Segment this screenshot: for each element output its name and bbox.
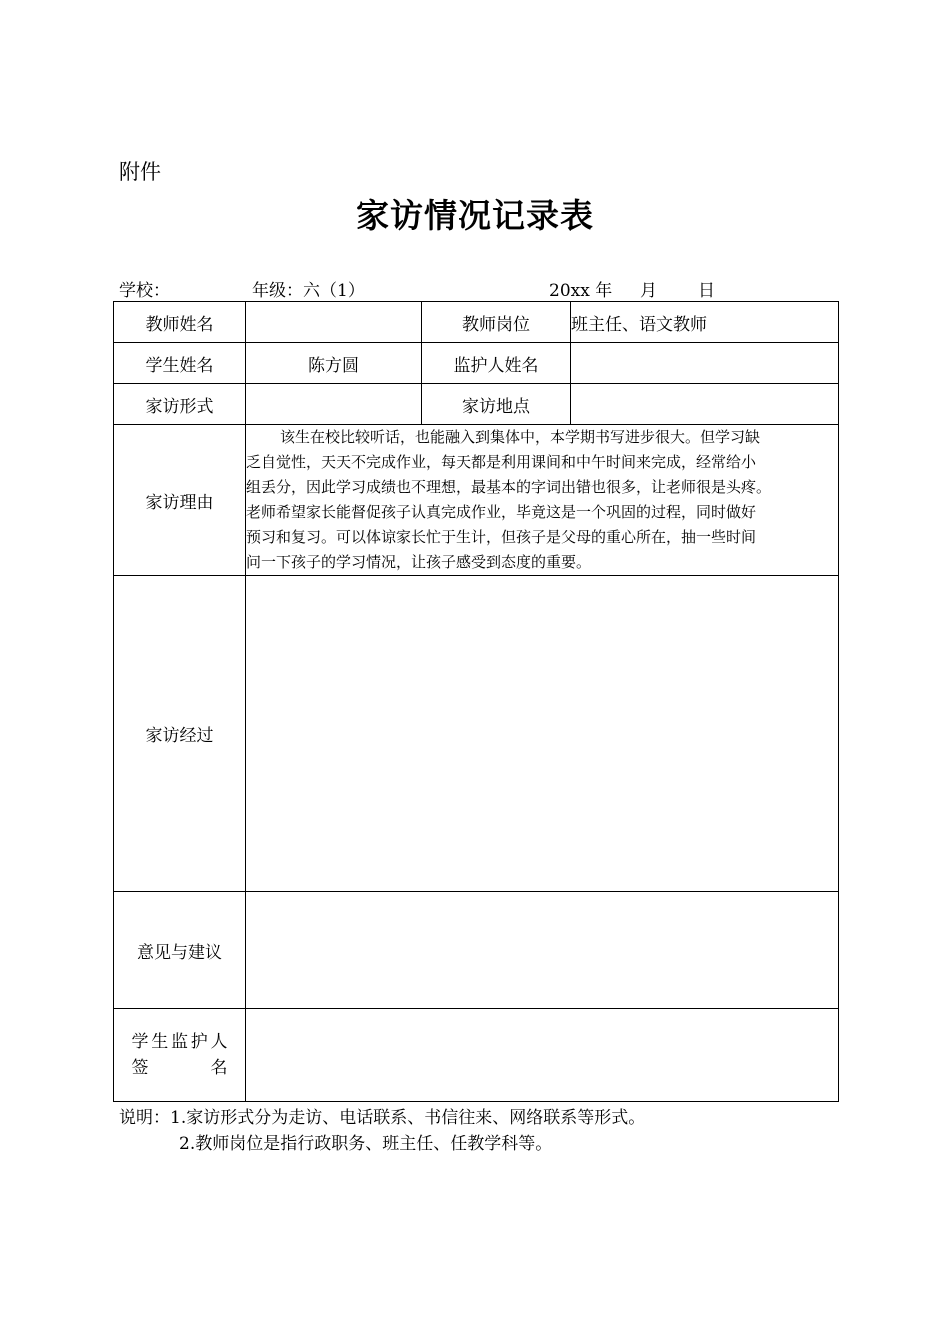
visit-form-field[interactable] <box>246 384 422 425</box>
visit-place-field[interactable] <box>571 384 839 425</box>
attachment-label: 附件 <box>119 160 161 184</box>
form-row-student <box>114 343 839 384</box>
reason-line: 乏自觉性，天天不完成作业，每天都是利用课间和中午时间来完成，经常给小 <box>246 453 757 471</box>
form-row-teacher <box>114 302 839 343</box>
notes <box>119 1105 645 1157</box>
guardian-name-field[interactable] <box>571 343 839 384</box>
process-label: 家访经过 <box>114 576 246 892</box>
form-row-visit <box>114 384 839 425</box>
reason-line: 组丢分，因此学习成绩也不理想，最基本的字词出错也很多，让老师很是头疼。 <box>246 478 772 496</box>
note-line-2: 2.教师岗位是指行政职务、班主任、任教学科等。 <box>179 1134 553 1154</box>
student-name-label: 学生姓名 <box>114 343 246 384</box>
visit-form-label: 家访形式 <box>114 384 246 425</box>
signature-label-line2: 签名 <box>131 1058 228 1078</box>
form-row-suggestion <box>114 892 839 1009</box>
teacher-name-field[interactable] <box>246 302 422 343</box>
reason-line: 该生在校比较听话，也能融入到集体中，本学期书写进步很大。但学习缺 <box>280 428 761 446</box>
teacher-post-field[interactable]: 班主任、语文教师 <box>571 302 839 343</box>
guardian-name-label: 监护人姓名 <box>422 343 571 384</box>
teacher-post-label: 教师岗位 <box>422 302 571 343</box>
signature-label-line1: 学生监护人 <box>131 1032 228 1052</box>
grade-label: 年级：六（1） <box>252 281 365 301</box>
reason-line: 预习和复习。可以体谅家长忙于生计，但孩子是父母的重心所在，抽一些时间 <box>246 528 757 546</box>
day-label: 日 <box>698 281 715 301</box>
student-name-field[interactable]: 陈方圆 <box>246 343 422 384</box>
suggestion-label: 意见与建议 <box>114 892 246 1009</box>
reason-line: 老师希望家长能督促孩子认真完成作业，毕竟这是一个巩固的过程，同时做好 <box>246 503 757 521</box>
school-label: 学校： <box>119 281 170 301</box>
process-field[interactable] <box>246 576 839 892</box>
reason-field[interactable] <box>246 425 839 576</box>
reason-line: 问一下孩子的学习情况，让孩子感受到态度的重要。 <box>246 553 592 571</box>
signature-field[interactable] <box>246 1009 839 1102</box>
reason-label: 家访理由 <box>114 425 246 576</box>
teacher-name-label: 教师姓名 <box>114 302 246 343</box>
page-title: 家访情况记录表 <box>356 196 594 235</box>
form-row-process <box>114 576 839 892</box>
home-visit-form <box>113 301 839 1102</box>
visit-place-label: 家访地点 <box>422 384 571 425</box>
year-label: 20xx 年 <box>549 281 613 301</box>
note-line-1: 说明：1.家访形式分为走访、电话联系、书信往来、网络联系等形式。 <box>119 1108 646 1128</box>
form-row-reason <box>114 425 839 576</box>
signature-label <box>114 1009 246 1102</box>
suggestion-field[interactable] <box>246 892 839 1009</box>
form-row-signature <box>114 1009 839 1102</box>
month-label: 月 <box>640 281 657 301</box>
